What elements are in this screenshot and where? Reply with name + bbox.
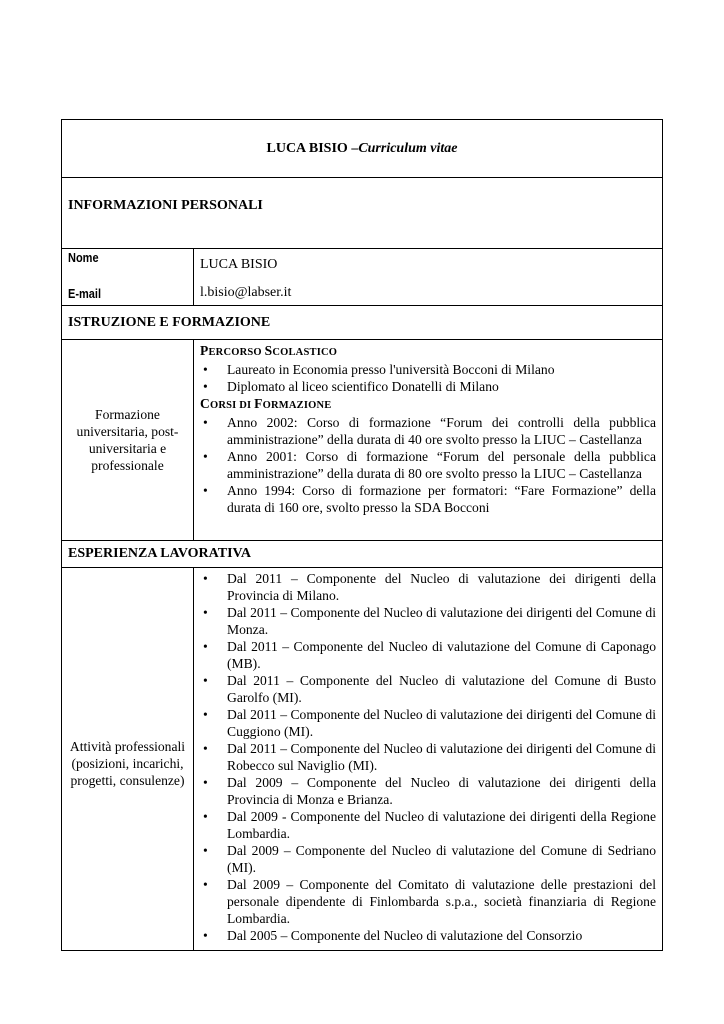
experience-content <box>194 568 663 951</box>
section-heading-personal: INFORMAZIONI PERSONALI <box>62 178 663 249</box>
list-item: • Dal 2011 – Componente del Nucleo di valutazione del Comune di Busto Garolfo (MI). <box>203 673 656 705</box>
title-separator: – <box>347 140 359 156</box>
courses-list <box>200 414 656 516</box>
list-item: • Dal 2005 – Componente del Nucleo di valutazione del Consorzio <box>203 928 583 943</box>
experience-list <box>200 570 656 944</box>
list-item: • Dal 2009 – Componente del Nucleo di valutazione dei dirigenti della Provincia di Monza e Brianza. <box>203 775 656 807</box>
courses-heading: CORSI DI FORMAZIONE <box>200 396 332 411</box>
school-list <box>200 361 656 395</box>
cv-table <box>61 119 663 951</box>
list-item: • Laureato in Economia presso l'università Bocconi di Milano <box>203 362 555 377</box>
email-value: l.bisio@labser.it <box>200 285 292 300</box>
personal-values <box>194 249 663 306</box>
title-name: LUCA BISIO <box>266 140 348 156</box>
education-content <box>194 340 663 541</box>
list-item: • Anno 2001: Corso di formazione “Forum del personale della pubblica amministrazione” della durata di 80 ore svolto presso la LIUC – Castellanza <box>203 449 656 481</box>
email-label: E-mail <box>68 287 102 301</box>
document-title <box>62 120 663 178</box>
name-label: Nome <box>68 251 99 265</box>
list-item: • Dal 2011 – Componente del Nucleo di valutazione dei dirigenti del Comune di Cuggiono (MI). <box>203 707 656 739</box>
experience-side-label: Attività professionali (posizioni, incarichi, progetti, consulenze) <box>62 568 194 951</box>
list-item: • Dal 2011 – Componente del Nucleo di valutazione dei dirigenti del Comune di Monza. <box>203 605 656 637</box>
personal-labels <box>62 249 194 306</box>
name-value: LUCA BISIO <box>200 257 278 272</box>
title-subtitle: Curriculum vitae <box>358 140 458 156</box>
list-item: • Anno 1994: Corso di formazione per formatori: “Fare Formazione” della durata di 160 ore, svolto presso la SDA Bocconi <box>203 483 656 515</box>
section-heading-experience: ESPERIENZA LAVORATIVA <box>62 541 663 568</box>
education-side-label: Formazione universitaria, post-universitaria e professionale <box>62 340 194 541</box>
list-item: • Dal 2011 – Componente del Nucleo di valutazione dei dirigenti del Comune di Robecco sul Naviglio (MI). <box>203 741 656 773</box>
section-heading-education: ISTRUZIONE E FORMAZIONE <box>62 306 663 340</box>
list-item: • Anno 2002: Corso di formazione “Forum dei controlli della pubblica amministrazione” della durata di 40 ore svolto presso la LIUC – Castellanza <box>203 415 656 447</box>
list-item: • Dal 2009 – Componente del Nucleo di valutazione del Comune di Sedriano (MI). <box>203 843 656 875</box>
school-heading: PERCORSO SCOLASTICO <box>200 343 338 358</box>
list-item: • Diplomato al liceo scientifico Donatelli di Milano <box>203 379 499 394</box>
list-item: • Dal 2011 – Componente del Nucleo di valutazione dei dirigenti della Provincia di Milano. <box>203 571 656 603</box>
list-item: • Dal 2011 – Componente del Nucleo di valutazione del Comune di Caponago (MB). <box>203 639 656 671</box>
list-item: • Dal 2009 – Componente del Comitato di valutazione delle prestazioni del personale dipendente di Finlombarda s.p.a., società finanziaria di Regione Lombardia. <box>203 877 656 926</box>
list-item: • Dal 2009 - Componente del Nucleo di valutazione dei dirigenti della Regione Lombardia. <box>203 809 656 841</box>
